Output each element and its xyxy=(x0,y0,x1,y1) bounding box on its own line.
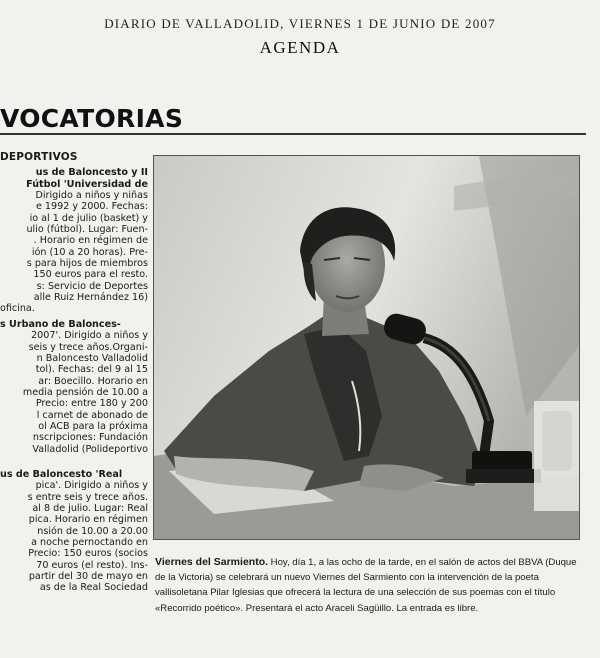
article-line: Valladolid (Polideportivo xyxy=(32,443,148,455)
news-photo xyxy=(153,155,580,540)
article-line: nsión de 10.00 a 20.00 xyxy=(37,525,148,537)
article-line: al 8 de julio. Lugar: Real xyxy=(32,502,148,514)
article-line: e 1992 y 2000. Fechas: xyxy=(35,201,148,213)
article-line: io al 1 de julio (basket) y xyxy=(29,212,148,224)
article-line: 70 euros (el resto). Ins- xyxy=(36,559,148,571)
page-title: VOCATORIAS xyxy=(0,104,184,133)
left-column xyxy=(0,152,148,658)
article-line: oficina. xyxy=(0,303,35,315)
article-line: media pensión de 10.00 a xyxy=(22,386,148,398)
title-rule xyxy=(0,133,586,135)
caption-lead: Viernes del Sarmiento. xyxy=(155,556,269,568)
article-line: . Horario en régimen de xyxy=(33,235,148,247)
photo-caption xyxy=(155,555,585,616)
article-line: s para hijos de miembros xyxy=(26,258,148,270)
article-line: n Baloncesto Valladolid xyxy=(36,352,148,364)
article-line: partir del 30 de mayo en xyxy=(28,571,148,583)
article-line: pica. Horario en régimen xyxy=(28,514,148,526)
article-line: tol). Fechas: del 9 al 15 xyxy=(35,364,148,376)
article-line: seis y trece años.Organi- xyxy=(28,341,148,353)
article-line: ar: Boecillo. Horario en xyxy=(38,375,148,387)
article-line: Dirigido a niños y niñas xyxy=(35,190,148,202)
article-line: l carnet de abonado de xyxy=(36,409,148,421)
article-line: Precio: 150 euros (socios xyxy=(28,548,148,560)
caption-text: Hoy, día 1, a las ocho de la tarde, en el salón de actos del BBVA (Duque de la Victoria) se celebrará un nuevo Viernes del Sarmiento con la intervención de la poeta vallisoletana Pilar Iglesias que ofrecerá la lectura de una selección de sus poemas con el título «Recorrido poético». Presentará el acto Araceli Sagüillo. La entrada es libre. xyxy=(155,557,577,614)
article-2 xyxy=(0,319,148,455)
article-line: Precio: entre 180 y 200 xyxy=(35,398,148,410)
article-line: s entre seis y trece años. xyxy=(27,491,148,503)
category-heading: DEPORTIVOS xyxy=(0,152,78,163)
article-line: us de Baloncesto 'Real xyxy=(0,468,123,480)
article-line: nscripciones: Fundación xyxy=(32,432,148,444)
article-line: ol ACB para la próxima xyxy=(38,420,148,432)
article-line: a noche pernoctando en xyxy=(31,537,148,548)
article-1 xyxy=(0,167,148,314)
article-line: s: Servicio de Deportes xyxy=(36,280,148,292)
masthead: DIARIO DE VALLADOLID, VIERNES 1 DE JUNIO DE 2007 xyxy=(104,16,496,31)
article-line: ulio (fútbol). Lugar: Fuen- xyxy=(26,224,148,236)
article-line: us de Baloncesto y II xyxy=(35,167,148,179)
article-line: pica'. Dirigido a niños y xyxy=(35,480,148,492)
article-line: 2007'. Dirigido a niños y xyxy=(31,330,148,342)
section-title: AGENDA xyxy=(259,38,341,57)
article-3 xyxy=(0,469,148,594)
photo-illustration xyxy=(154,156,579,539)
article-line: Fútbol 'Universidad de xyxy=(26,178,148,190)
article-line: ión (10 a 20 horas). Pre- xyxy=(31,246,148,258)
article-line: alle Ruiz Hernández 16) xyxy=(33,292,148,304)
article-line: s Urbano de Balonces- xyxy=(0,318,121,330)
article-line: as de la Real Sociedad xyxy=(39,582,148,594)
article-line: 150 euros para el resto. xyxy=(33,269,148,281)
